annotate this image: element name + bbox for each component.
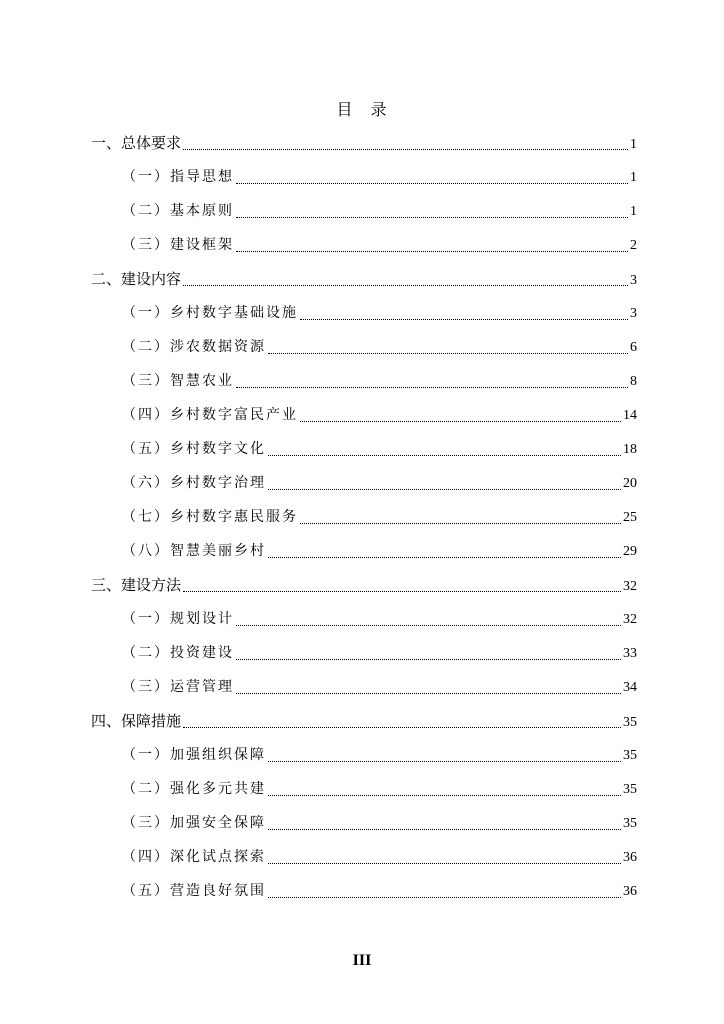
toc-entry-page: 2 [630, 238, 637, 253]
toc-dot-leader [268, 828, 621, 830]
toc-dot-leader [236, 182, 628, 184]
toc-entry-page: 18 [623, 442, 637, 457]
toc-entry-label: （四）深化试点探索 [122, 849, 266, 865]
toc-dot-leader [236, 624, 621, 626]
toc-subsection-entry[interactable] [122, 471, 637, 495]
toc-entry-label: 一、总体要求 [91, 134, 182, 152]
toc-entry-label: （三）运营管理 [122, 679, 234, 695]
toc-entry-label: （七）乡村数字惠民服务 [122, 509, 298, 525]
toc-entry-label: （一）加强组织保障 [122, 747, 266, 763]
toc-entry-label: （五）营造良好氛围 [122, 883, 266, 899]
toc-entry-page: 8 [630, 374, 637, 389]
toc-entry-page: 33 [623, 646, 637, 661]
toc-entry-label: （二）投资建设 [122, 645, 234, 661]
toc-section-entry[interactable] [91, 709, 637, 733]
toc-title: 目 录 [336, 100, 388, 119]
toc-subsection-entry[interactable] [122, 811, 637, 835]
toc-subsection-entry[interactable] [122, 845, 637, 869]
toc-entry-label: （一）指导思想 [122, 169, 234, 185]
toc-subsection-entry[interactable] [122, 539, 637, 563]
toc-subsection-entry[interactable] [122, 675, 637, 699]
toc-subsection-entry[interactable] [122, 199, 637, 223]
toc-entry-label: 二、建设内容 [91, 270, 182, 288]
toc-dot-leader [268, 794, 621, 796]
toc-section-entry[interactable] [91, 131, 637, 155]
toc-entry-page: 20 [623, 476, 637, 491]
toc-entry-label: （三）智慧农业 [122, 373, 234, 389]
toc-entry-page: 32 [623, 579, 637, 594]
toc-entry-label: （三）建设框架 [122, 237, 234, 253]
toc-entry-label: （二）强化多元共建 [122, 781, 266, 797]
toc-dot-leader [268, 896, 621, 898]
toc-entry-page: 32 [623, 612, 637, 627]
toc-dot-leader [268, 556, 621, 558]
toc-subsection-entry[interactable] [122, 301, 637, 325]
toc-subsection-entry[interactable] [122, 607, 637, 631]
toc-entry-page: 34 [623, 680, 637, 695]
toc-entry-page: 35 [623, 782, 637, 797]
toc-entry-label: （一）规划设计 [122, 611, 234, 627]
toc-dot-leader [236, 250, 628, 252]
toc-dot-leader [236, 216, 628, 218]
toc-subsection-entry[interactable] [122, 743, 637, 767]
toc-entry-label: （六）乡村数字治理 [122, 475, 266, 491]
toc-dot-leader [236, 386, 628, 388]
toc-entry-page: 6 [630, 340, 637, 355]
toc-entry-label: （二）基本原则 [122, 203, 234, 219]
toc-entry-page: 36 [623, 884, 637, 899]
toc-section-entry[interactable] [91, 267, 637, 291]
toc-entry-page: 14 [623, 408, 637, 423]
toc-dot-leader [268, 862, 621, 864]
toc-entry-page: 35 [623, 816, 637, 831]
toc-entry-label: （八）智慧美丽乡村 [122, 543, 266, 559]
toc-dot-leader [236, 658, 621, 660]
toc-dot-leader [183, 726, 621, 728]
toc-subsection-entry[interactable] [122, 777, 637, 801]
toc-entry-page: 1 [630, 137, 637, 152]
toc-entry-page: 1 [630, 204, 637, 219]
toc-entry-page: 3 [630, 273, 637, 288]
toc-subsection-entry[interactable] [122, 233, 637, 257]
toc-entry-label: （一）乡村数字基础设施 [122, 305, 298, 321]
toc-entry-label: （四）乡村数字富民产业 [122, 407, 298, 423]
toc-dot-leader [183, 590, 621, 592]
toc-entry-page: 35 [623, 748, 637, 763]
toc-entry-page: 35 [623, 715, 637, 730]
toc-section-entry[interactable] [91, 573, 637, 597]
toc-entry-label: 四、保障措施 [91, 712, 182, 730]
toc-entry-label: （五）乡村数字文化 [122, 441, 266, 457]
toc-dot-leader [183, 284, 628, 286]
toc-entry-label: （三）加强安全保障 [122, 815, 266, 831]
toc-entry-page: 36 [623, 850, 637, 865]
toc-entry-page: 25 [623, 510, 637, 525]
toc-subsection-entry[interactable] [122, 641, 637, 665]
toc-subsection-entry[interactable] [122, 879, 637, 903]
toc-entry-label: 三、建设方法 [91, 576, 182, 594]
toc-subsection-entry[interactable] [122, 505, 637, 529]
toc-dot-leader [236, 692, 621, 694]
toc-dot-leader [300, 420, 621, 422]
toc-dot-leader [268, 760, 621, 762]
toc-subsection-entry[interactable] [122, 369, 637, 393]
toc-subsection-entry[interactable] [122, 335, 637, 359]
toc-subsection-entry[interactable] [122, 165, 637, 189]
toc-entry-page: 29 [623, 544, 637, 559]
toc-subsection-entry[interactable] [122, 403, 637, 427]
toc-dot-leader [183, 148, 628, 150]
page-number: III [352, 952, 372, 969]
toc-dot-leader [268, 454, 621, 456]
toc-entry-page: 3 [630, 306, 637, 321]
toc-subsection-entry[interactable] [122, 437, 637, 461]
toc-dot-leader [268, 488, 621, 490]
toc-dot-leader [268, 352, 628, 354]
toc-dot-leader [300, 522, 621, 524]
toc-dot-leader [300, 318, 628, 320]
toc-entry-label: （二）涉农数据资源 [122, 339, 266, 355]
toc-entry-page: 1 [630, 170, 637, 185]
